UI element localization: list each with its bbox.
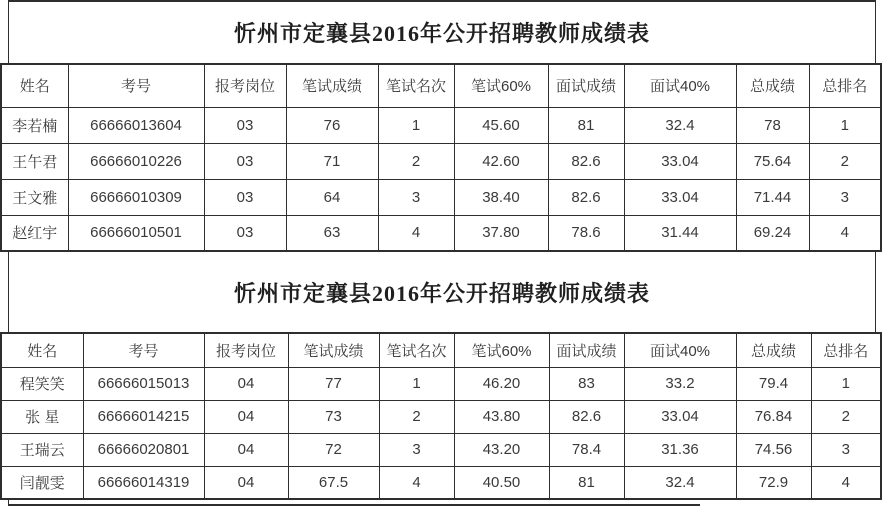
cell-position: 04 [204, 367, 288, 400]
cell-written-60pct: 46.20 [454, 367, 549, 400]
next-section-partial-border [8, 500, 700, 506]
cell-name: 赵红宇 [1, 215, 68, 251]
col-header-interview-40pct: 面试40% [624, 333, 736, 367]
cell-written-rank: 1 [379, 367, 454, 400]
page-title: 忻州市定襄县2016年公开招聘教师成绩表 [233, 21, 650, 46]
col-header-total-rank: 总排名 [811, 333, 881, 367]
cell-interview-40pct: 31.36 [624, 433, 736, 466]
col-header-name: 姓名 [1, 64, 68, 107]
cell-interview-40pct: 33.04 [624, 179, 736, 215]
cell-name: 王文雅 [1, 179, 68, 215]
cell-written-rank: 3 [378, 179, 454, 215]
cell-interview-score: 78.4 [549, 433, 624, 466]
cell-written-score: 63 [286, 215, 378, 251]
col-header-written-score: 笔试成绩 [288, 333, 379, 367]
page-title-2: 忻州市定襄县2016年公开招聘教师成绩表 [233, 280, 650, 306]
cell-interview-40pct: 32.4 [624, 466, 736, 499]
cell-position: 03 [204, 215, 286, 251]
cell-total-rank: 3 [809, 179, 881, 215]
cell-total-score: 76.84 [736, 400, 811, 433]
table-title-box-1 [8, 0, 876, 63]
cell-written-60pct: 37.80 [454, 215, 548, 251]
cell-total-score: 69.24 [736, 215, 809, 251]
col-header-total-score: 总成绩 [736, 333, 811, 367]
section-position-04 [0, 252, 886, 500]
cell-position: 03 [204, 143, 286, 179]
cell-written-rank: 3 [379, 433, 454, 466]
col-header-written-rank: 笔试名次 [378, 64, 454, 107]
cell-exam-no: 66666010226 [68, 143, 204, 179]
cell-interview-score: 81 [548, 107, 624, 143]
cell-written-60pct: 42.60 [454, 143, 548, 179]
cell-written-60pct: 38.40 [454, 179, 548, 215]
cell-written-score: 72 [288, 433, 379, 466]
cell-interview-score: 83 [549, 367, 624, 400]
cell-total-rank: 4 [811, 466, 881, 499]
cell-exam-no: 66666015013 [83, 367, 204, 400]
cell-total-score: 71.44 [736, 179, 809, 215]
cell-total-score: 74.56 [736, 433, 811, 466]
table-row [1, 215, 881, 251]
cell-interview-score: 82.6 [549, 400, 624, 433]
cell-interview-40pct: 33.04 [624, 400, 736, 433]
cell-written-60pct: 43.20 [454, 433, 549, 466]
cell-written-rank: 2 [379, 400, 454, 433]
header-row [1, 333, 881, 367]
cell-written-rank: 2 [378, 143, 454, 179]
table-row [1, 143, 881, 179]
cell-written-score: 67.5 [288, 466, 379, 499]
cell-written-60pct: 43.80 [454, 400, 549, 433]
score-table-1 [0, 63, 882, 252]
cell-total-rank: 2 [811, 400, 881, 433]
cell-position: 03 [204, 179, 286, 215]
score-table-2 [0, 332, 882, 500]
col-header-interview-40pct: 面试40% [624, 64, 736, 107]
cell-written-60pct: 40.50 [454, 466, 549, 499]
cell-exam-no: 66666010309 [68, 179, 204, 215]
cell-name: 李若楠 [1, 107, 68, 143]
cell-name: 闫靓雯 [1, 466, 83, 499]
section-position-03 [0, 0, 886, 252]
cell-interview-40pct: 31.44 [624, 215, 736, 251]
cell-name: 张 星 [1, 400, 83, 433]
cell-total-score: 79.4 [736, 367, 811, 400]
table-row [1, 107, 881, 143]
cell-total-rank: 4 [809, 215, 881, 251]
cell-written-60pct: 45.60 [454, 107, 548, 143]
cell-interview-40pct: 33.04 [624, 143, 736, 179]
cell-total-score: 72.9 [736, 466, 811, 499]
col-header-position: 报考岗位 [204, 333, 288, 367]
col-header-total-rank: 总排名 [809, 64, 881, 107]
cell-position: 04 [204, 433, 288, 466]
cell-written-score: 73 [288, 400, 379, 433]
cell-total-rank: 1 [811, 367, 881, 400]
cell-exam-no: 66666014319 [83, 466, 204, 499]
cell-total-rank: 3 [811, 433, 881, 466]
cell-interview-40pct: 33.2 [624, 367, 736, 400]
table-title-box-2 [8, 252, 876, 332]
cell-written-score: 71 [286, 143, 378, 179]
cell-total-rank: 2 [809, 143, 881, 179]
table-row [1, 179, 881, 215]
cell-exam-no: 66666013604 [68, 107, 204, 143]
cell-total-score: 78 [736, 107, 809, 143]
col-header-written-rank: 笔试名次 [379, 333, 454, 367]
header-row [1, 64, 881, 107]
col-header-written-60pct: 笔试60% [454, 64, 548, 107]
col-header-position: 报考岗位 [204, 64, 286, 107]
cell-name: 王午君 [1, 143, 68, 179]
cell-written-score: 77 [288, 367, 379, 400]
cell-position: 04 [204, 400, 288, 433]
cell-exam-no: 66666010501 [68, 215, 204, 251]
cell-exam-no: 66666014215 [83, 400, 204, 433]
cell-interview-score: 82.6 [548, 143, 624, 179]
table-row [1, 367, 881, 400]
col-header-interview-score: 面试成绩 [549, 333, 624, 367]
col-header-interview-score: 面试成绩 [548, 64, 624, 107]
cell-position: 03 [204, 107, 286, 143]
cell-interview-score: 82.6 [548, 179, 624, 215]
col-header-name: 姓名 [1, 333, 83, 367]
cell-exam-no: 66666020801 [83, 433, 204, 466]
cell-total-score: 75.64 [736, 143, 809, 179]
col-header-exam-no: 考号 [83, 333, 204, 367]
col-header-total-score: 总成绩 [736, 64, 809, 107]
table-row [1, 466, 881, 499]
cell-written-rank: 4 [379, 466, 454, 499]
cell-interview-score: 78.6 [548, 215, 624, 251]
cell-interview-score: 81 [549, 466, 624, 499]
cell-total-rank: 1 [809, 107, 881, 143]
table-row [1, 400, 881, 433]
cell-name: 王瑞云 [1, 433, 83, 466]
cell-written-score: 76 [286, 107, 378, 143]
cell-interview-40pct: 32.4 [624, 107, 736, 143]
cell-position: 04 [204, 466, 288, 499]
cell-written-score: 64 [286, 179, 378, 215]
col-header-exam-no: 考号 [68, 64, 204, 107]
cell-written-rank: 4 [378, 215, 454, 251]
col-header-written-score: 笔试成绩 [286, 64, 378, 107]
table-row [1, 433, 881, 466]
cell-written-rank: 1 [378, 107, 454, 143]
cell-name: 程笑笑 [1, 367, 83, 400]
col-header-written-60pct: 笔试60% [454, 333, 549, 367]
